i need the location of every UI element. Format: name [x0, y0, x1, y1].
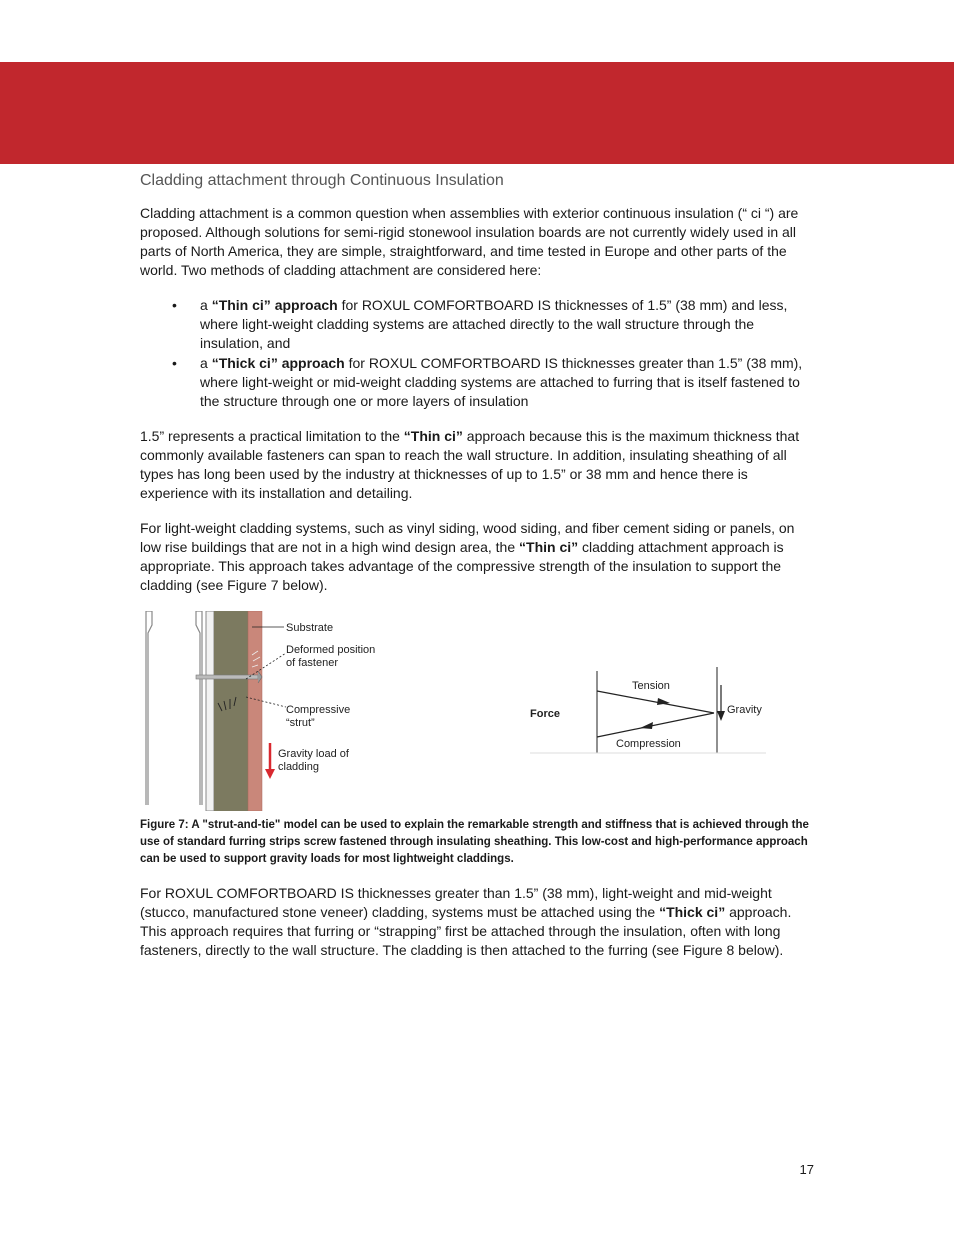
label-gravity-right: Gravity: [727, 704, 762, 716]
insulation-layer: [214, 611, 248, 811]
figure-7: [140, 611, 816, 817]
label-compressive-2: “strut”: [286, 717, 315, 729]
figure-caption: Figure 7: A "strut-and-tie" model can be used to explain the remarkable strength and stiffness that is achieved through the use of standard furring strips screw fastened through insulating sheathing. This low-cost and high-performance approach can be used to support gravity loads for most lightweight claddings.: [140, 819, 809, 865]
label-force: Force: [530, 708, 560, 720]
header-banner: [0, 62, 954, 164]
fastener: [196, 675, 258, 679]
list-item-thin-ci: • a “Thin ci” approach for ROXUL COMFORTBOARD IS thicknesses of 1.5” (38 mm) and less, where light-weight cladding systems are attached directly to the wall structure through the insulation, and: [172, 297, 788, 351]
compression-arrow-head: [640, 722, 653, 729]
label-substrate: Substrate: [286, 622, 334, 634]
gravity-arrow-head-right: [717, 711, 725, 721]
bullet-icon: •: [172, 355, 177, 371]
section-heading: Cladding attachment through Continuous Insulation: [140, 172, 504, 189]
label-deformed-1: Deformed position: [286, 644, 376, 656]
label-gravity-1: Gravity load of: [278, 748, 349, 760]
thick-ci-paragraph: For ROXUL COMFORTBOARD IS thicknesses greater than 1.5” (38 mm), light-weight and mid-weight (stucco, manufactured stone veneer) cladding, systems must be attached using the “Thick ci” approach. This approach requires that furring or “strapping” first be attached through the insulation, often with long fasteners, directly to the wall structure. The cladding is then attached to the furring (see Figure 8 below).: [140, 885, 792, 958]
label-deformed-2: of fastener: [286, 657, 338, 669]
label-tension: Tension: [632, 680, 670, 692]
gravity-arrow-head: [265, 769, 275, 779]
wall-section-diagram: [140, 611, 390, 811]
label-gravity-2: cladding: [278, 761, 319, 773]
bullet-icon: •: [172, 297, 177, 313]
label-compressive-1: Compressive: [286, 704, 351, 716]
list-item-thick-ci: • a “Thick ci” approach for ROXUL COMFORTBOARD IS thicknesses greater than 1.5” (38 mm), where light-weight or mid-weight cladding systems are attached to furring that is itself fastened to the structure through one or more layers of insulation: [172, 355, 803, 409]
page-content: [140, 170, 816, 960]
thickness-limit-paragraph: 1.5” represents a practical limitation to the “Thin ci” approach because this is the maximum thickness that commonly available fasteners can span to reach the wall structure. In addition, insulating sheathing of all types has long been used by the industry at thicknesses of up to 1.5” or 38 mm and hence there is experience with its installation and detailing.: [140, 428, 800, 501]
strut-and-tie-diagram: [530, 663, 770, 759]
tension-line: [597, 691, 714, 713]
substrate-layer: [206, 611, 214, 811]
methods-list: [140, 296, 816, 411]
label-compression: Compression: [616, 738, 681, 750]
page-number: 17: [799, 1162, 814, 1177]
intro-paragraph: Cladding attachment is a common question when assemblies with exterior continuous insulation (“ ci “) are proposed. Although solutions for semi-rigid stonewool insulation boards are not currently widely used in all parts of North America, they are simple, straightforward, and time tested in Europe and other parts of the world. Two methods of cladding attachment are considered here:: [140, 205, 799, 278]
light-weight-paragraph: For light-weight cladding systems, such as vinyl siding, wood siding, and fiber cement siding or panels, on low rise buildings that are not in a high wind design area, the “Thin ci” cladding attachment approach is appropriate. This approach takes advantage of the compressive strength of the insulation to support the cladding (see Figure 7 below).: [140, 520, 795, 593]
compression-line: [597, 713, 714, 737]
stud-outline: [146, 611, 202, 805]
cladding-layer: [248, 611, 262, 811]
